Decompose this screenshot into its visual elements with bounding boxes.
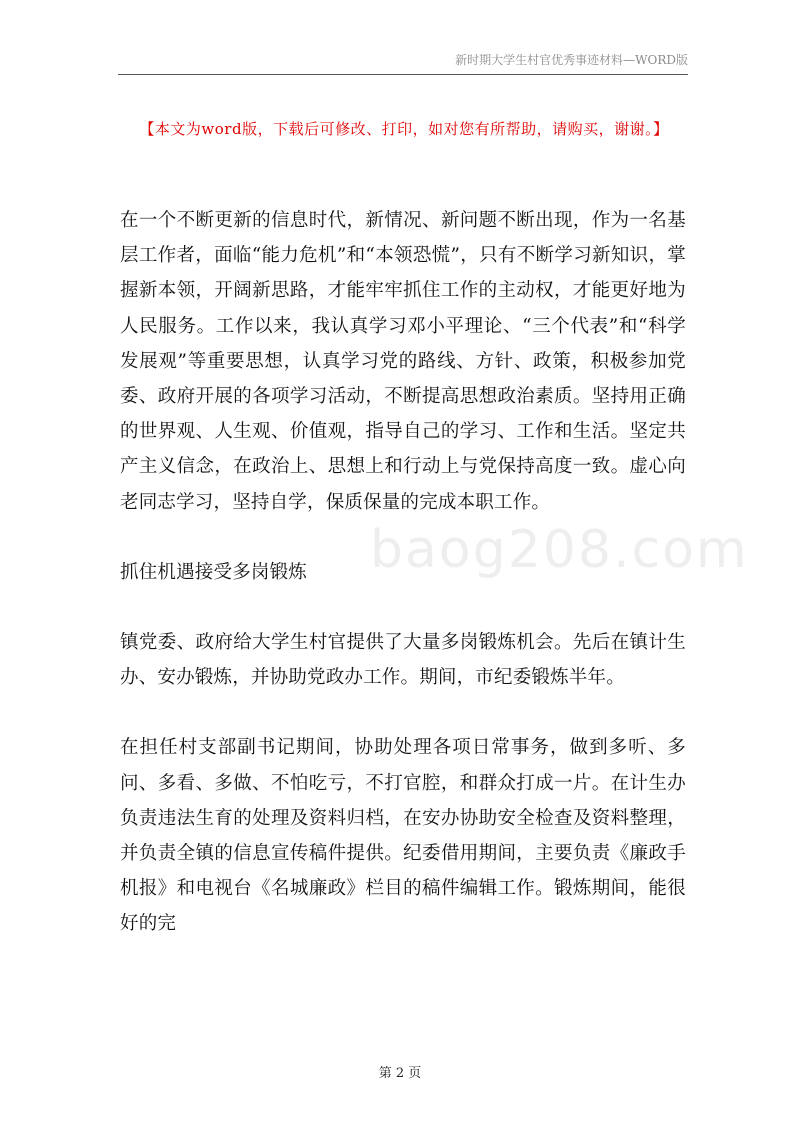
section-heading: 抓住机遇接受多岗锻炼 bbox=[120, 561, 308, 583]
page-footer bbox=[0, 1062, 800, 1081]
page-number: 第 2 页 bbox=[378, 1066, 422, 1081]
document-body bbox=[120, 203, 686, 942]
watermark: baog208.com bbox=[370, 520, 749, 580]
paragraph-duties: 在担任村支部副书记期间，协助处理各项日常事务，做到多听、多问、多看、多做、不怕吃亏，不打官腔，和群众打成一片。在计生办负责违法生育的处理及资料归档，在安办协助安全检查及资料整理，并负责全镇的信息宣传稿件提供。纪委借用期间，主要负责《廉政手机报》和电视台《名城廉政》栏目的稿件编辑工作。锻炼期间，能很好的完 bbox=[120, 737, 686, 935]
paragraph-multi-post: 镇党委、政府给大学生村官提供了大量多岗锻炼机会。先后在镇计生办、安办锻炼，并协助党政办工作。期间，市纪委锻炼半年。 bbox=[120, 632, 686, 689]
page-header bbox=[118, 52, 688, 75]
download-notice: 【本文为word版，下载后可修改、打印，如对您有所帮助，请购买，谢谢。】 bbox=[139, 120, 669, 138]
header-title: 新时期大学生村官优秀事迹材料—WORD版 bbox=[455, 53, 688, 67]
paragraph-study: 在一个不断更新的信息时代，新情况、新问题不断出现，作为一名基层工作者，面临“能力危机”和“本领恐慌”，只有不断学习新知识，掌握新本领，开阔新思路，才能牢牢抓住工作的主动权，才能更好地为人民服务。工作以来，我认真学习邓小平理论、“三个代表”和“科学发展观”等重要思想，认真学习党的路线、方针、政策，积极参加党委、政府开展的各项学习活动，不断提高思想政治素质。坚持用正确的世界观、人生观、价值观，指导自己的学习、工作和生活。坚定共产主义信念，在政治上、思想上和行动上与党保持高度一致。虚心向老同志学习，坚持自学，保质保量的完成本职工作。 bbox=[120, 210, 686, 513]
